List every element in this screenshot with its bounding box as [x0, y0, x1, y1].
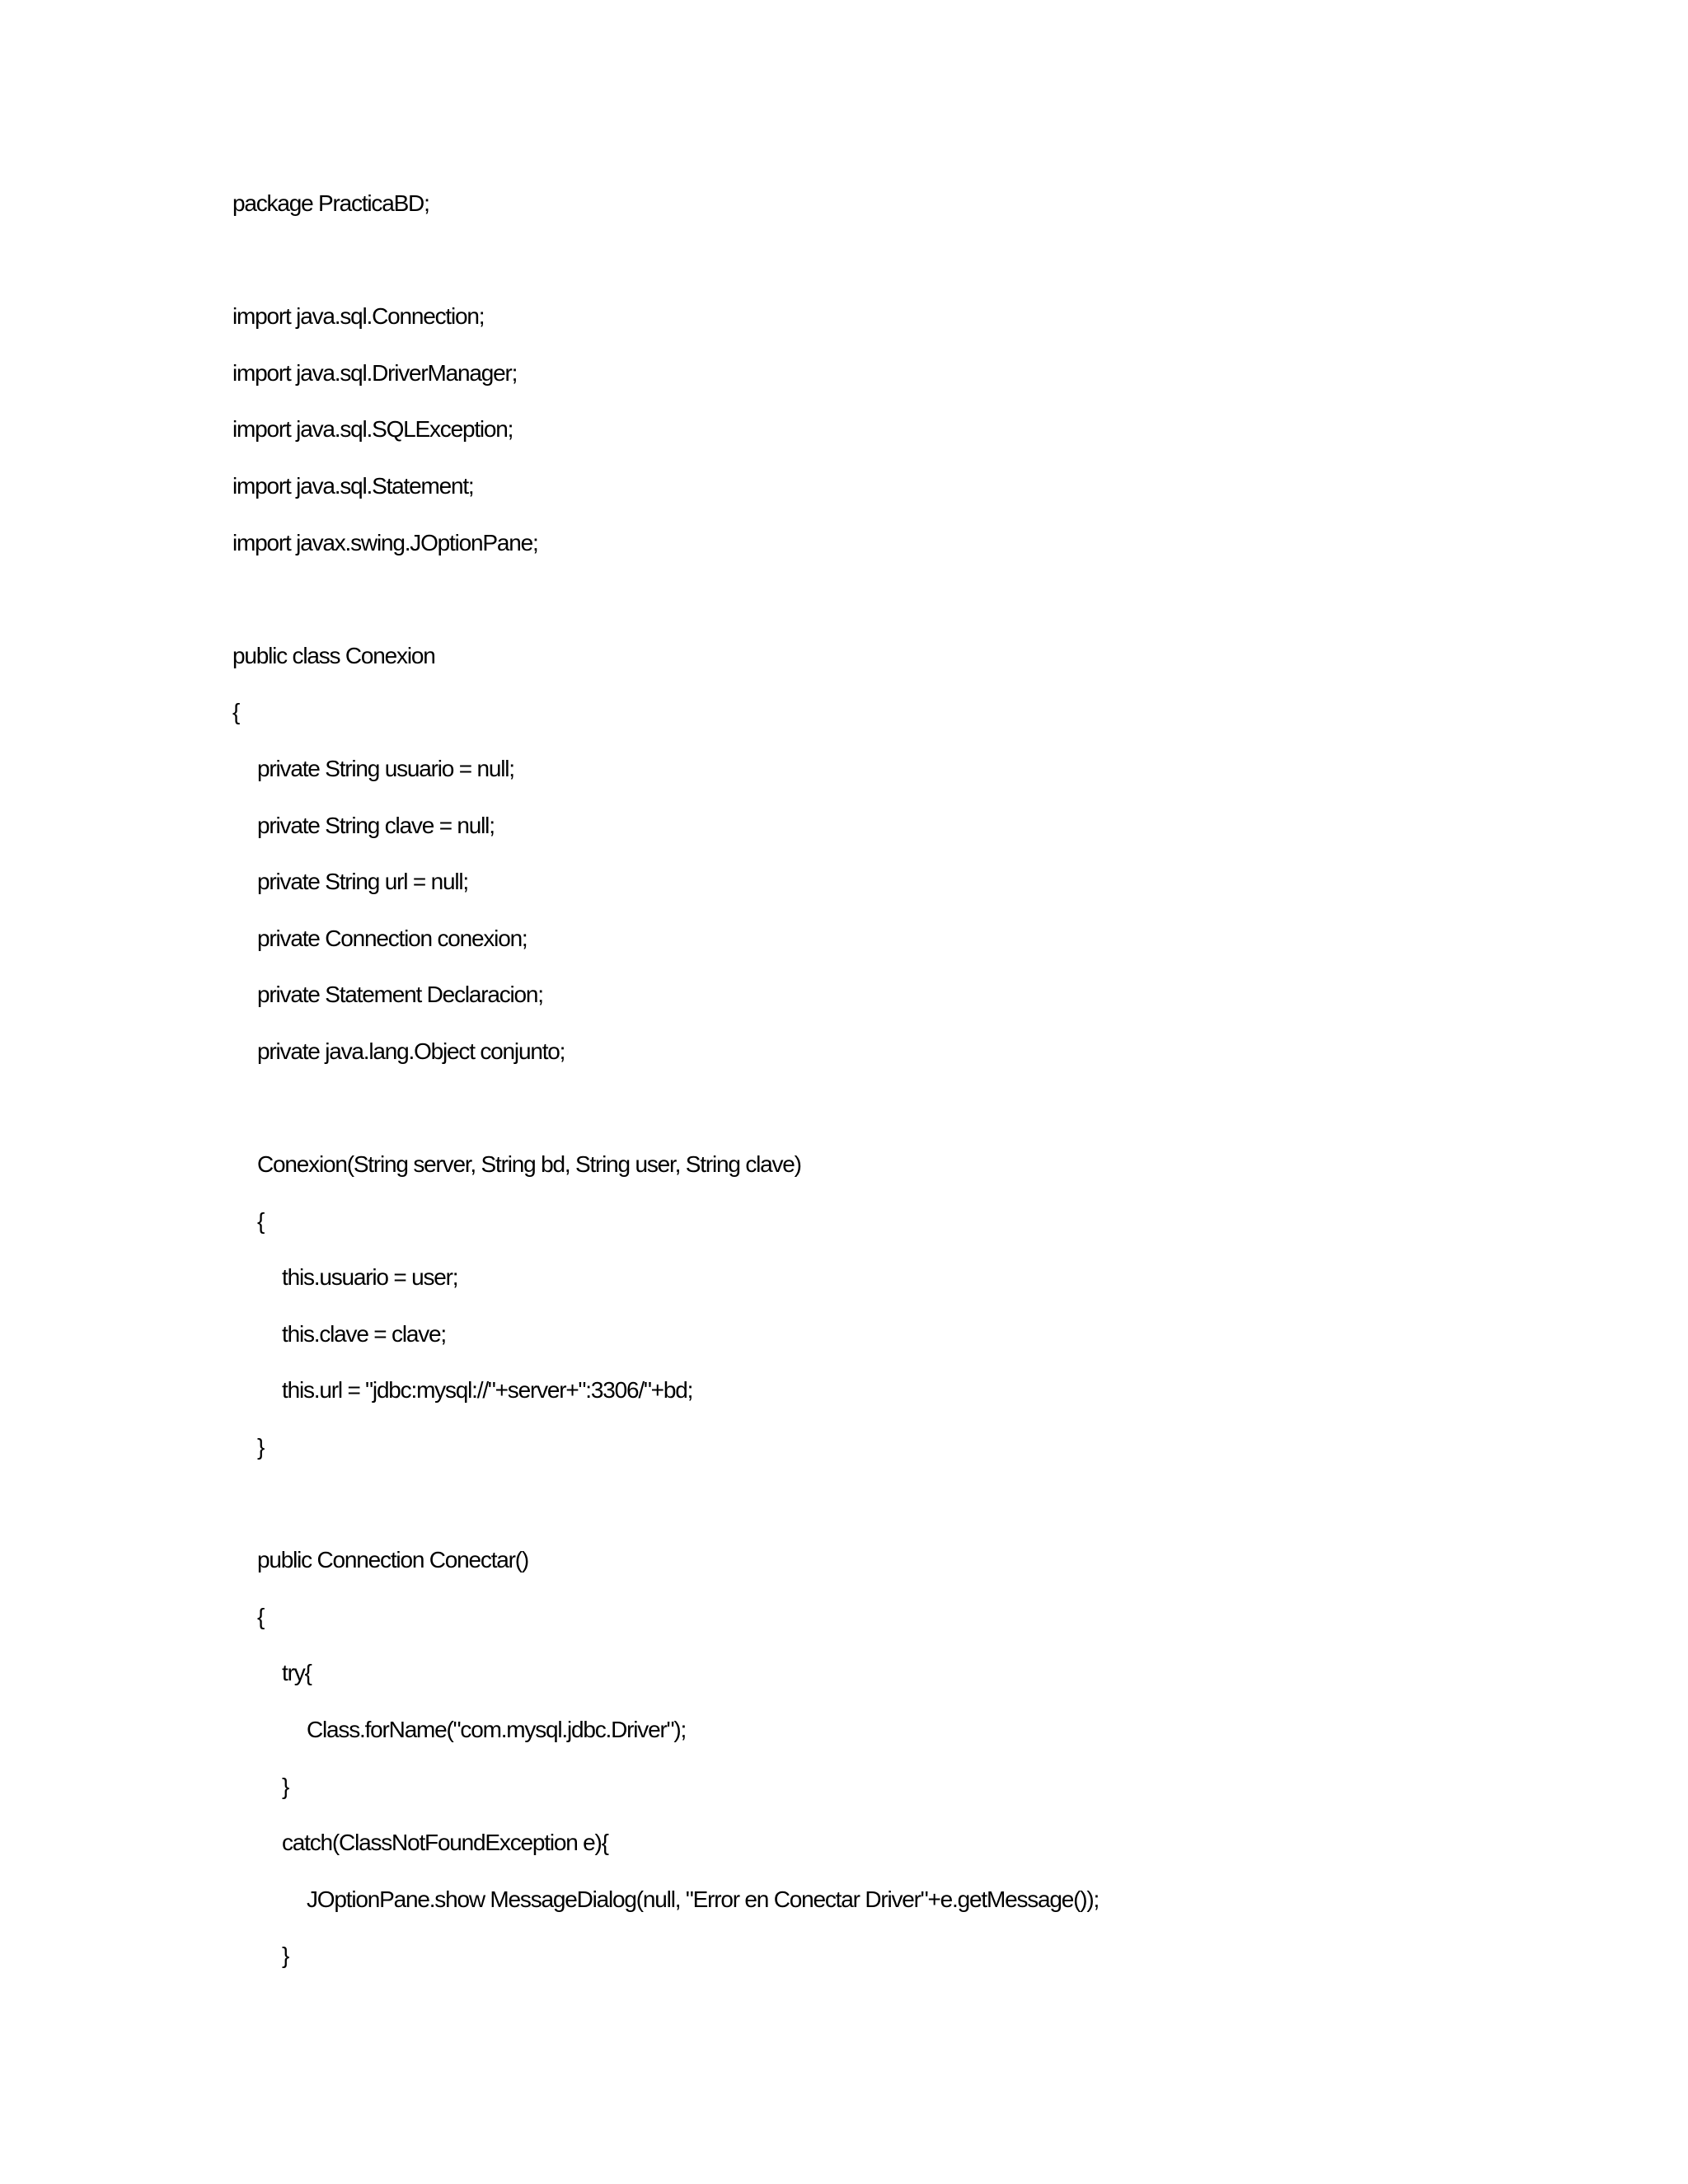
blank-line	[232, 240, 1592, 297]
code-line: private java.lang.Object conjunto;	[257, 1038, 565, 1064]
code-line: {	[257, 1603, 265, 1629]
code-line: {	[232, 699, 240, 725]
code-line: private String url = null;	[257, 869, 468, 895]
code-line: import java.sql.SQLException;	[232, 416, 513, 443]
code-line: {	[257, 1207, 265, 1234]
code-line: }	[282, 1773, 289, 1799]
code-listing	[232, 183, 1592, 1992]
code-line: private Statement Declaracion;	[257, 982, 543, 1008]
code-line: private String clave = null;	[257, 812, 495, 838]
code-line: private Connection conexion;	[257, 925, 528, 951]
code-line: private String usuario = null;	[257, 755, 514, 781]
blank-line	[232, 1483, 1592, 1540]
code-line: this.url = "jdbc:mysql://"+server+":3306/"+bd;	[282, 1377, 693, 1404]
code-line: }	[257, 1434, 265, 1460]
code-line: this.clave = clave;	[282, 1320, 446, 1347]
code-line: Class.forName("com.mysql.jdbc.Driver");	[307, 1717, 687, 1743]
code-line: catch(ClassNotFoundException e){	[282, 1830, 608, 1856]
code-line: import java.sql.DriverManager;	[232, 359, 518, 386]
code-line: public Connection Conectar()	[257, 1547, 529, 1573]
blank-line	[232, 1088, 1592, 1145]
code-line: import java.sql.Statement;	[232, 472, 474, 499]
code-line: }	[282, 1943, 289, 1969]
code-line: public class Conexion	[232, 642, 435, 668]
code-line: JOptionPane.show MessageDialog(null, "Error en Conectar Driver"+e.getMessage());	[307, 1886, 1100, 1912]
blank-line	[232, 579, 1592, 635]
code-line: import java.sql.Connection;	[232, 303, 485, 330]
code-line: this.usuario = user;	[282, 1264, 458, 1291]
code-line: package PracticaBD;	[232, 190, 429, 216]
code-line: Conexion(String server, String bd, String user, String clave)	[257, 1151, 801, 1178]
code-line: try{	[282, 1660, 312, 1686]
code-line: import javax.swing.JOptionPane;	[232, 529, 538, 555]
